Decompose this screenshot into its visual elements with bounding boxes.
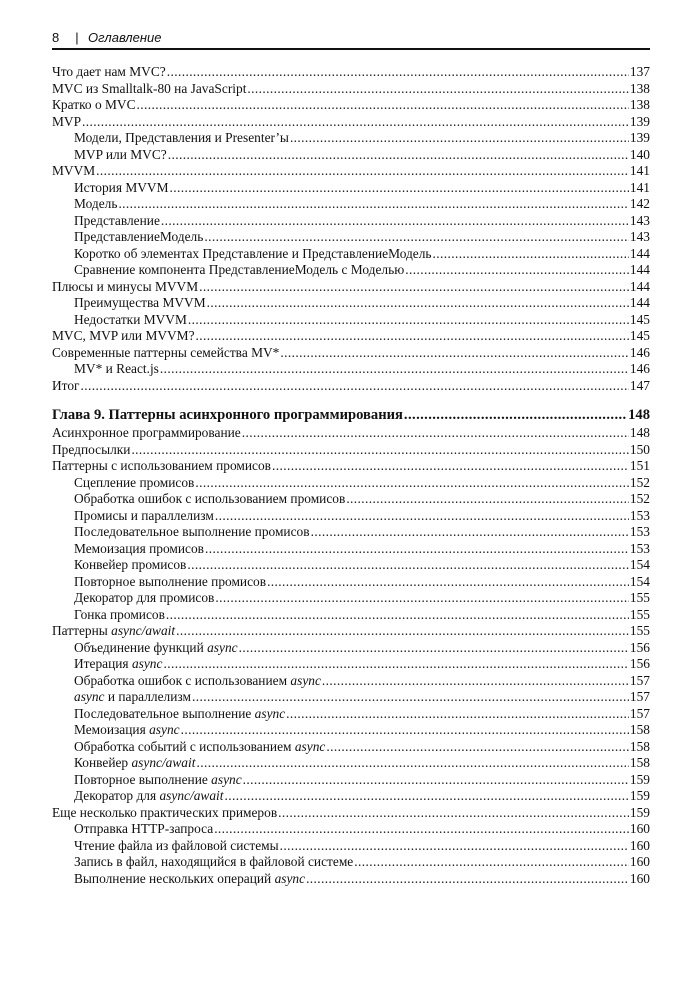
toc-entry[interactable] bbox=[52, 114, 650, 131]
toc-entry-page: 146 bbox=[629, 361, 650, 376]
toc-entry-title-text: Чтение файла из файловой системы bbox=[74, 837, 279, 853]
toc-entry-page: 160 bbox=[629, 854, 650, 869]
toc-entry-title bbox=[74, 246, 432, 263]
toc-entry-title-text: MVP или MVC? bbox=[74, 146, 167, 162]
toc-entry-page: 159 bbox=[629, 788, 650, 803]
toc-entry-title bbox=[52, 805, 277, 822]
toc-entry-page: 144 bbox=[629, 295, 650, 310]
toc-entry-title-text: Конвейер промисов bbox=[74, 557, 187, 572]
toc-entry[interactable] bbox=[52, 180, 650, 197]
toc-entry-title bbox=[52, 64, 166, 81]
toc-entry[interactable] bbox=[52, 871, 650, 888]
toc-entry[interactable] bbox=[52, 821, 650, 838]
toc-entry-title-text: Конвейер bbox=[74, 755, 132, 770]
toc-entry-title-text: Паттерны bbox=[52, 623, 112, 638]
dot-leader bbox=[404, 405, 627, 425]
toc-entry-page: 156 bbox=[629, 656, 650, 671]
toc-entry[interactable] bbox=[52, 345, 650, 362]
toc-entry-page: 157 bbox=[629, 705, 650, 721]
toc-entry[interactable] bbox=[52, 491, 650, 508]
toc-entry-page: 150 bbox=[629, 441, 650, 457]
dot-leader bbox=[170, 180, 629, 197]
toc-entry-page: 154 bbox=[629, 573, 650, 589]
toc-entry-page: 153 bbox=[629, 524, 650, 539]
toc-entry-title-text: Повторное выполнение bbox=[74, 771, 212, 787]
toc-entry-title-italic: async/await bbox=[111, 623, 176, 638]
toc-entry-page: 158 bbox=[629, 755, 650, 770]
toc-entry-page: 157 bbox=[629, 672, 650, 688]
toc-entry[interactable] bbox=[52, 623, 650, 640]
toc-entry-page: 155 bbox=[629, 623, 650, 638]
toc-entry-title bbox=[74, 821, 213, 838]
toc-entry[interactable] bbox=[52, 838, 650, 855]
dot-leader bbox=[137, 97, 629, 114]
toc-entry-title-text: Паттерны с использованием промисов bbox=[52, 458, 271, 473]
toc-entry-title bbox=[52, 81, 246, 98]
toc-entry[interactable] bbox=[52, 772, 650, 789]
toc-entry[interactable] bbox=[52, 574, 650, 591]
toc-entry-title-text: Промисы и параллелизм bbox=[74, 507, 214, 523]
dot-leader bbox=[168, 147, 629, 164]
toc-entry[interactable] bbox=[52, 279, 650, 296]
toc-entry[interactable] bbox=[52, 458, 650, 475]
toc-entry[interactable] bbox=[52, 246, 650, 263]
toc-entry[interactable] bbox=[52, 147, 650, 164]
dot-leader bbox=[196, 328, 629, 345]
toc-entry-title bbox=[74, 755, 195, 772]
dot-leader bbox=[205, 541, 629, 558]
toc-entry-title-text: Выполнение нескольких операций bbox=[74, 870, 275, 886]
toc-entry-title-text: Плюсы и минусы MVVM bbox=[52, 278, 199, 294]
toc-entry-title bbox=[74, 590, 214, 607]
chapter-heading[interactable] bbox=[52, 405, 650, 425]
toc-entry-page: 143 bbox=[629, 229, 650, 244]
toc-entry-page: 138 bbox=[629, 80, 650, 96]
toc-entry[interactable] bbox=[52, 640, 650, 657]
toc-entry-title bbox=[74, 475, 194, 492]
toc-entry-title bbox=[74, 640, 238, 657]
dot-leader bbox=[204, 229, 629, 246]
toc-entry[interactable] bbox=[52, 739, 650, 756]
toc-entry-page: 141 bbox=[629, 179, 650, 195]
dot-leader bbox=[311, 524, 629, 541]
toc-entry-title-text: Отправка HTTP-запроса bbox=[74, 821, 214, 836]
header-title: Оглавление bbox=[88, 30, 162, 45]
toc-entry-title bbox=[74, 295, 206, 312]
toc-entry[interactable] bbox=[52, 722, 650, 739]
toc-entry-title-text: Модели, Представления и Presenter’ы bbox=[74, 130, 289, 145]
toc-entry-title bbox=[74, 722, 180, 739]
dot-leader bbox=[346, 491, 629, 508]
toc-entry-title-text: История MVVM bbox=[74, 179, 169, 195]
toc-entry[interactable] bbox=[52, 689, 650, 706]
toc-entry[interactable] bbox=[52, 97, 650, 114]
toc-entry-title bbox=[52, 345, 279, 362]
dot-leader bbox=[81, 378, 629, 395]
toc-entry[interactable] bbox=[52, 541, 650, 558]
toc-entry-title-text: Представление bbox=[74, 212, 160, 228]
dot-leader bbox=[96, 163, 629, 180]
dot-leader bbox=[118, 196, 628, 213]
toc-entry-title bbox=[74, 673, 321, 690]
toc-entry-page: 144 bbox=[629, 278, 650, 294]
toc-entry[interactable] bbox=[52, 378, 650, 395]
dot-leader bbox=[215, 508, 629, 525]
dot-leader bbox=[207, 295, 629, 312]
toc-entry[interactable] bbox=[52, 229, 650, 246]
toc-entry-title-text: Последовательное выполнение промисов bbox=[74, 524, 310, 539]
toc-entry-title-italic: async bbox=[211, 771, 242, 787]
toc-entry-page: 160 bbox=[629, 870, 650, 886]
dot-leader bbox=[192, 689, 629, 706]
toc-entry-title bbox=[52, 328, 195, 345]
toc-entry-title-text: Повторное выполнение промисов bbox=[74, 573, 267, 589]
toc-entry[interactable] bbox=[52, 557, 650, 574]
dot-leader bbox=[224, 788, 628, 805]
dot-leader bbox=[322, 673, 629, 690]
toc-entry-title bbox=[52, 458, 271, 475]
toc-entry-title-text: Декоратор для bbox=[74, 788, 160, 803]
toc-entry-title-text: Модель bbox=[74, 196, 118, 211]
dot-leader bbox=[286, 706, 629, 723]
toc-entry-page: 148 bbox=[629, 425, 650, 440]
toc-entry[interactable] bbox=[52, 361, 650, 378]
dot-leader bbox=[215, 590, 629, 607]
dot-leader bbox=[354, 854, 629, 871]
toc-entry[interactable] bbox=[52, 81, 650, 98]
toc-entry-title bbox=[74, 706, 285, 723]
toc-entry[interactable] bbox=[52, 196, 650, 213]
toc-entry-title bbox=[74, 689, 191, 706]
toc-entry-title bbox=[74, 229, 203, 246]
toc-entry-page: 142 bbox=[629, 196, 650, 211]
page-number: 8 bbox=[52, 30, 60, 45]
toc-entry-title-text: Асинхронное программирование bbox=[52, 425, 241, 440]
dot-leader bbox=[188, 312, 629, 329]
toc-entry-page: 138 bbox=[629, 97, 650, 112]
toc-entry-title bbox=[74, 262, 404, 279]
toc-entry-title-text: MV* и React.js bbox=[74, 361, 159, 376]
toc-entry-title-italic: async bbox=[290, 672, 321, 688]
toc-entry-page: 141 bbox=[629, 163, 650, 178]
toc-entry-title-text: Современные паттерны семейства MV* bbox=[52, 344, 280, 360]
toc-entry-page: 159 bbox=[629, 804, 650, 820]
dot-leader bbox=[326, 739, 629, 756]
toc-entry-title bbox=[74, 312, 187, 329]
dot-leader bbox=[239, 640, 629, 657]
dot-leader bbox=[166, 607, 629, 624]
toc-entry-page: 154 bbox=[629, 557, 650, 572]
toc-entry-title-text: Что дает нам MVC? bbox=[52, 64, 166, 79]
toc-entry-title-italic: async bbox=[274, 870, 306, 886]
toc-entry-title bbox=[74, 772, 242, 789]
dot-leader bbox=[247, 81, 628, 98]
dot-leader bbox=[163, 656, 628, 673]
toc-entry-title-text: Сравнение компонента ПредставлениеМодель с Моделью bbox=[74, 262, 405, 277]
toc-entry-page: 139 bbox=[629, 130, 650, 145]
toc-entry-page: 144 bbox=[629, 262, 650, 277]
toc-entry-title bbox=[74, 557, 186, 574]
toc-entry-title bbox=[52, 163, 95, 180]
toc-entry-title bbox=[74, 130, 289, 147]
table-of-contents bbox=[52, 64, 650, 887]
toc-entry[interactable] bbox=[52, 213, 650, 230]
chapter-spacer bbox=[52, 394, 650, 405]
toc-entry-page: 145 bbox=[629, 328, 650, 343]
dot-leader bbox=[290, 130, 629, 147]
toc-entry-page: 153 bbox=[629, 507, 650, 523]
dot-leader bbox=[405, 262, 629, 279]
toc-entry-title bbox=[74, 180, 169, 197]
toc-entry-title bbox=[74, 607, 165, 624]
toc-entry-page: 148 bbox=[628, 407, 650, 423]
toc-entry[interactable] bbox=[52, 524, 650, 541]
toc-entry-page: 151 bbox=[629, 458, 650, 473]
dot-leader bbox=[167, 64, 629, 81]
dot-leader bbox=[242, 425, 629, 442]
toc-entry-page: 147 bbox=[629, 377, 650, 393]
toc-entry-title bbox=[52, 405, 403, 425]
dot-leader bbox=[82, 114, 629, 131]
toc-entry-title-italic: async/await bbox=[159, 788, 224, 803]
dot-leader bbox=[272, 458, 629, 475]
toc-entry-title-text: Итог bbox=[52, 377, 80, 393]
toc-entry-title bbox=[74, 871, 305, 888]
toc-entry-title-text: MVC из Smalltalk-80 на JavaScript bbox=[52, 80, 247, 96]
dot-leader bbox=[176, 623, 629, 640]
toc-entry-title-text: Объединение функций bbox=[74, 639, 208, 655]
toc-entry-page: 137 bbox=[629, 64, 650, 79]
toc-entry[interactable] bbox=[52, 508, 650, 525]
toc-entry-title bbox=[74, 213, 160, 230]
toc-entry-title-text: Итерация bbox=[74, 656, 132, 671]
toc-entry-title-text: Мемоизация bbox=[74, 722, 150, 737]
toc-entry-page: 157 bbox=[629, 689, 650, 704]
toc-entry-title-text: MVC, MVP или MVVM? bbox=[52, 328, 195, 343]
toc-entry-page: 156 bbox=[629, 639, 650, 655]
dot-leader bbox=[278, 805, 629, 822]
toc-entry-title-italic: async bbox=[74, 689, 105, 704]
toc-entry-title bbox=[74, 147, 167, 164]
toc-entry-title-text: Запись в файл, находящийся в файловой системе bbox=[74, 854, 354, 869]
toc-entry[interactable] bbox=[52, 295, 650, 312]
dot-leader bbox=[181, 722, 629, 739]
toc-entry[interactable] bbox=[52, 163, 650, 180]
toc-entry-title-text: Последовательное выполнение bbox=[74, 705, 255, 721]
dot-leader bbox=[267, 574, 629, 591]
toc-entry[interactable] bbox=[52, 328, 650, 345]
toc-entry-title bbox=[74, 656, 162, 673]
toc-entry[interactable] bbox=[52, 673, 650, 690]
dot-leader bbox=[196, 755, 628, 772]
dot-leader bbox=[199, 279, 629, 296]
toc-entry[interactable] bbox=[52, 312, 650, 329]
header-separator: | bbox=[75, 30, 79, 45]
dot-leader bbox=[280, 838, 629, 855]
toc-entry[interactable] bbox=[52, 130, 650, 147]
toc-entry-title bbox=[52, 442, 130, 459]
toc-entry-title bbox=[74, 524, 310, 541]
page-header bbox=[52, 28, 650, 50]
toc-entry-page: 158 bbox=[629, 722, 650, 737]
toc-entry[interactable] bbox=[52, 64, 650, 81]
toc-entry-title-text: Преимущества MVVM bbox=[74, 295, 206, 310]
toc-entry-page: 145 bbox=[629, 311, 650, 327]
toc-entry[interactable] bbox=[52, 706, 650, 723]
toc-entry-title bbox=[74, 361, 159, 378]
toc-entry-title-text: Декоратор для промисов bbox=[74, 590, 215, 605]
toc-entry-title bbox=[52, 114, 81, 131]
toc-entry-title-text: Коротко об элементах Представление и ПредставлениеМодель bbox=[74, 245, 432, 261]
toc-entry-page: 146 bbox=[629, 344, 650, 360]
toc-entry-title-text: и параллелизм bbox=[104, 689, 191, 704]
toc-entry-title-italic: async bbox=[254, 705, 286, 721]
toc-entry-page: 153 bbox=[629, 540, 650, 556]
toc-entry-title-text: Гонка промисов bbox=[74, 606, 165, 622]
toc-entry[interactable] bbox=[52, 442, 650, 459]
toc-entry-title-text: Сцепление промисов bbox=[74, 474, 195, 490]
toc-entry[interactable] bbox=[52, 755, 650, 772]
toc-entry-title bbox=[52, 623, 175, 640]
toc-entry[interactable] bbox=[52, 854, 650, 871]
toc-entry-title-text: Предпосылки bbox=[52, 441, 131, 457]
toc-entry-page: 158 bbox=[629, 738, 650, 754]
dot-leader bbox=[131, 442, 628, 459]
toc-entry-page: 152 bbox=[629, 491, 650, 506]
toc-entry[interactable] bbox=[52, 788, 650, 805]
toc-entry-title-text: Кратко о MVC bbox=[52, 97, 136, 112]
toc-entry-page: 144 bbox=[629, 245, 650, 261]
toc-entry-page: 152 bbox=[629, 474, 650, 490]
toc-entry-title bbox=[52, 279, 198, 296]
toc-entry[interactable] bbox=[52, 590, 650, 607]
toc-entry-title bbox=[74, 508, 214, 525]
toc-entry-page: 160 bbox=[629, 837, 650, 853]
toc-entry-title-italic: async bbox=[207, 639, 238, 655]
toc-entry-title-text: MVP bbox=[52, 113, 82, 129]
dot-leader bbox=[195, 475, 629, 492]
toc-entry-title bbox=[74, 838, 279, 855]
toc-entry-title bbox=[74, 541, 204, 558]
dot-leader bbox=[160, 361, 629, 378]
toc-entry-title bbox=[74, 574, 266, 591]
dot-leader bbox=[187, 557, 629, 574]
dot-leader bbox=[280, 345, 629, 362]
toc-entry-title bbox=[52, 425, 241, 442]
toc-entry-page: 160 bbox=[629, 821, 650, 836]
toc-entry-title bbox=[74, 196, 117, 213]
toc-entry-title-italic: async bbox=[294, 738, 326, 754]
toc-entry[interactable] bbox=[52, 805, 650, 822]
toc-entry-title-italic: async bbox=[149, 722, 180, 737]
dot-leader bbox=[161, 213, 629, 230]
toc-entry[interactable] bbox=[52, 262, 650, 279]
toc-entry-page: 139 bbox=[629, 113, 650, 129]
toc-entry-page: 143 bbox=[629, 212, 650, 228]
dot-leader bbox=[433, 246, 629, 263]
toc-entry-title bbox=[52, 97, 136, 114]
toc-entry[interactable] bbox=[52, 475, 650, 492]
toc-entry-title-text: MVVM bbox=[52, 163, 96, 178]
toc-entry-page: 159 bbox=[629, 771, 650, 787]
toc-entry[interactable] bbox=[52, 425, 650, 442]
toc-entry-title bbox=[74, 491, 345, 508]
toc-entry-title-text: Мемоизация промисов bbox=[74, 540, 204, 556]
dot-leader bbox=[306, 871, 629, 888]
toc-entry-page: 155 bbox=[629, 590, 650, 605]
dot-leader bbox=[214, 821, 629, 838]
toc-entry-title-text: Обработка ошибок с использованием промисов bbox=[74, 491, 346, 506]
toc-entry[interactable] bbox=[52, 656, 650, 673]
toc-entry-title-text: Еще несколько практических примеров bbox=[52, 804, 278, 820]
toc-entry-title bbox=[74, 854, 353, 871]
toc-entry[interactable] bbox=[52, 607, 650, 624]
toc-entry-title-text: ПредставлениеМодель bbox=[74, 229, 204, 244]
toc-entry-title-text: Обработка ошибок с использованием bbox=[74, 672, 291, 688]
toc-entry-title bbox=[74, 739, 325, 756]
toc-entry-title-italic: async/await bbox=[131, 755, 196, 770]
toc-entry-page: 140 bbox=[629, 146, 650, 162]
toc-entry-title-text: Обработка событий с использованием bbox=[74, 738, 295, 754]
toc-entry-title bbox=[74, 788, 223, 805]
toc-entry-title bbox=[52, 378, 80, 395]
toc-entry-title-text: Недостатки MVVM bbox=[74, 311, 187, 327]
toc-entry-title-text: Глава 9. Паттерны асинхронного программирования bbox=[52, 407, 403, 423]
toc-entry-page: 155 bbox=[629, 606, 650, 622]
toc-entry-title-italic: async bbox=[131, 656, 163, 671]
dot-leader bbox=[243, 772, 629, 789]
